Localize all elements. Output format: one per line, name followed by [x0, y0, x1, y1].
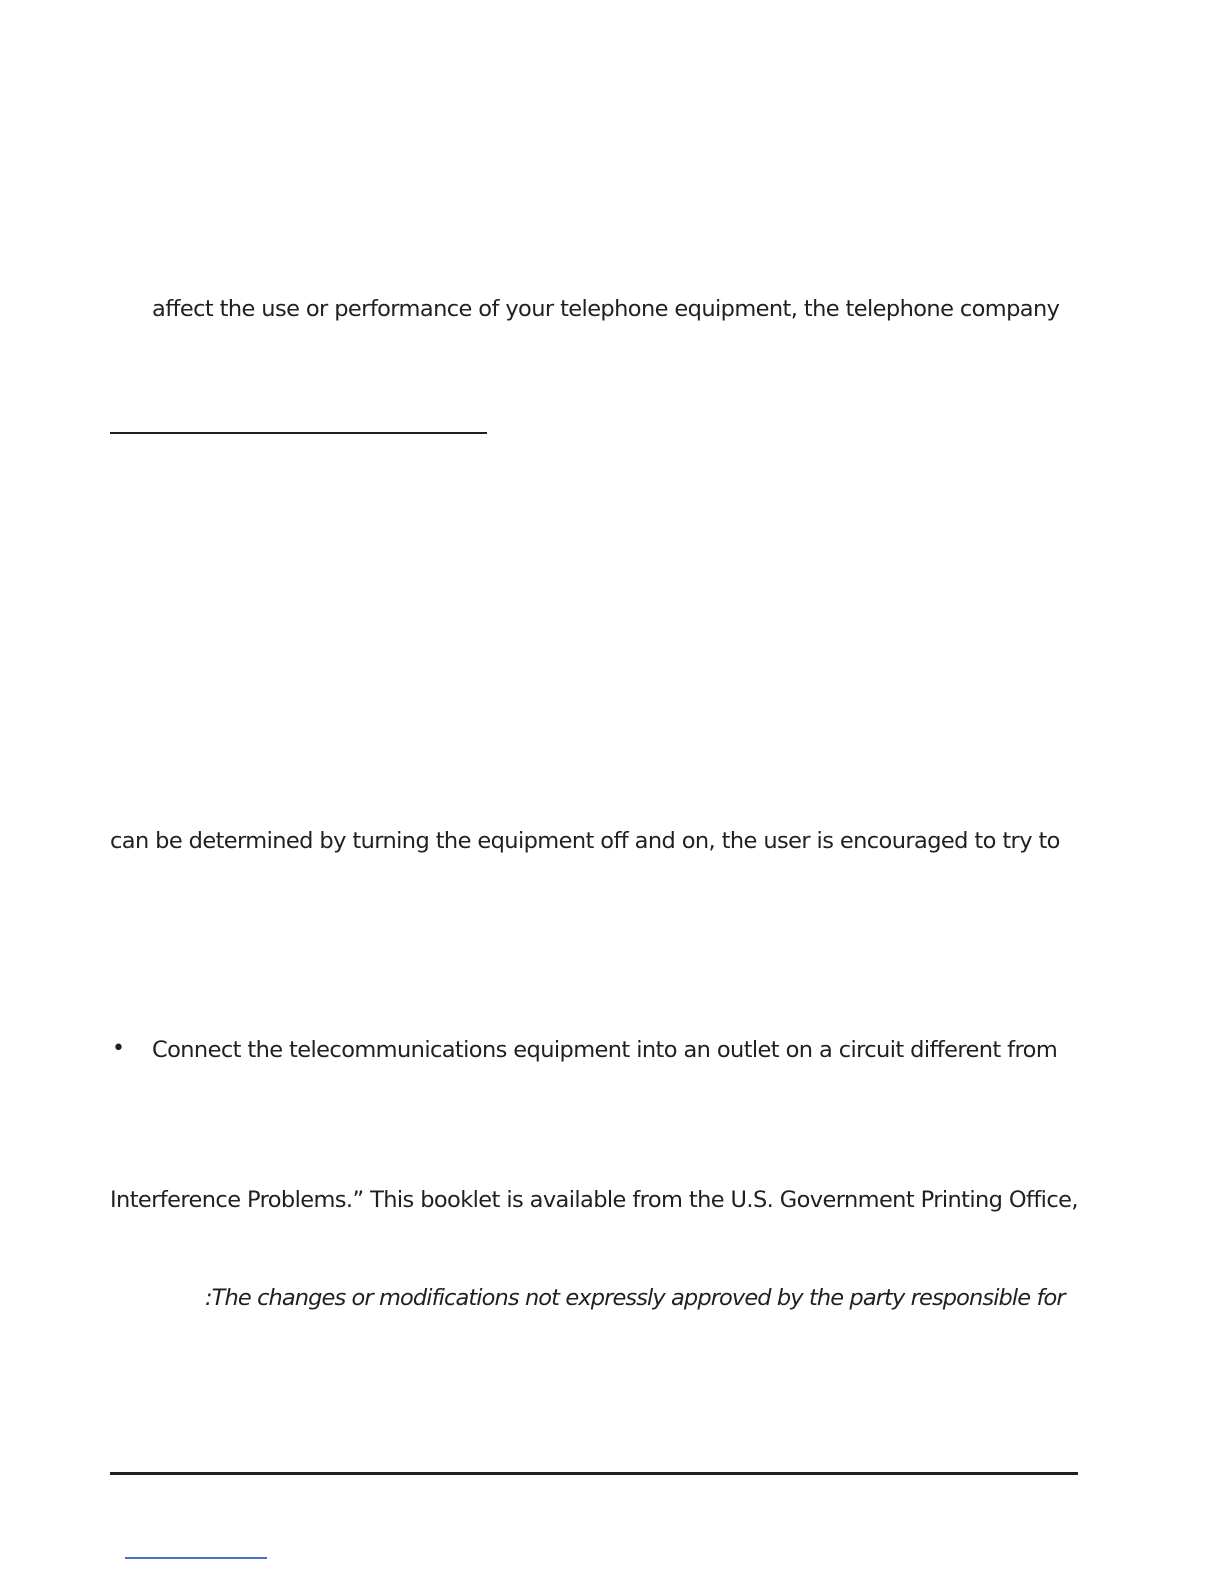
text-line-equipment-off-on: can be determined by turning the equipment off and on, the user is encouraged to try to — [110, 828, 1060, 854]
text-line-telephone-company: affect the use or performance of your telephone equipment, the telephone company — [152, 296, 1060, 322]
text-line-interference-problems: Interference Problems.” This booklet is available from the U.S. Government Printing Office, — [110, 1187, 1078, 1213]
text-line-connect-outlet: Connect the telecommunications equipment into an outlet on a circuit different from — [152, 1037, 1058, 1063]
section-divider-short — [110, 432, 487, 434]
footer-link-underline — [125, 1557, 267, 1559]
bullet-icon: • — [112, 1036, 125, 1061]
text-line-changes-modifications: :The changes or modifications not expressly approved by the party responsible for — [205, 1285, 1065, 1311]
footer-divider — [110, 1472, 1078, 1475]
